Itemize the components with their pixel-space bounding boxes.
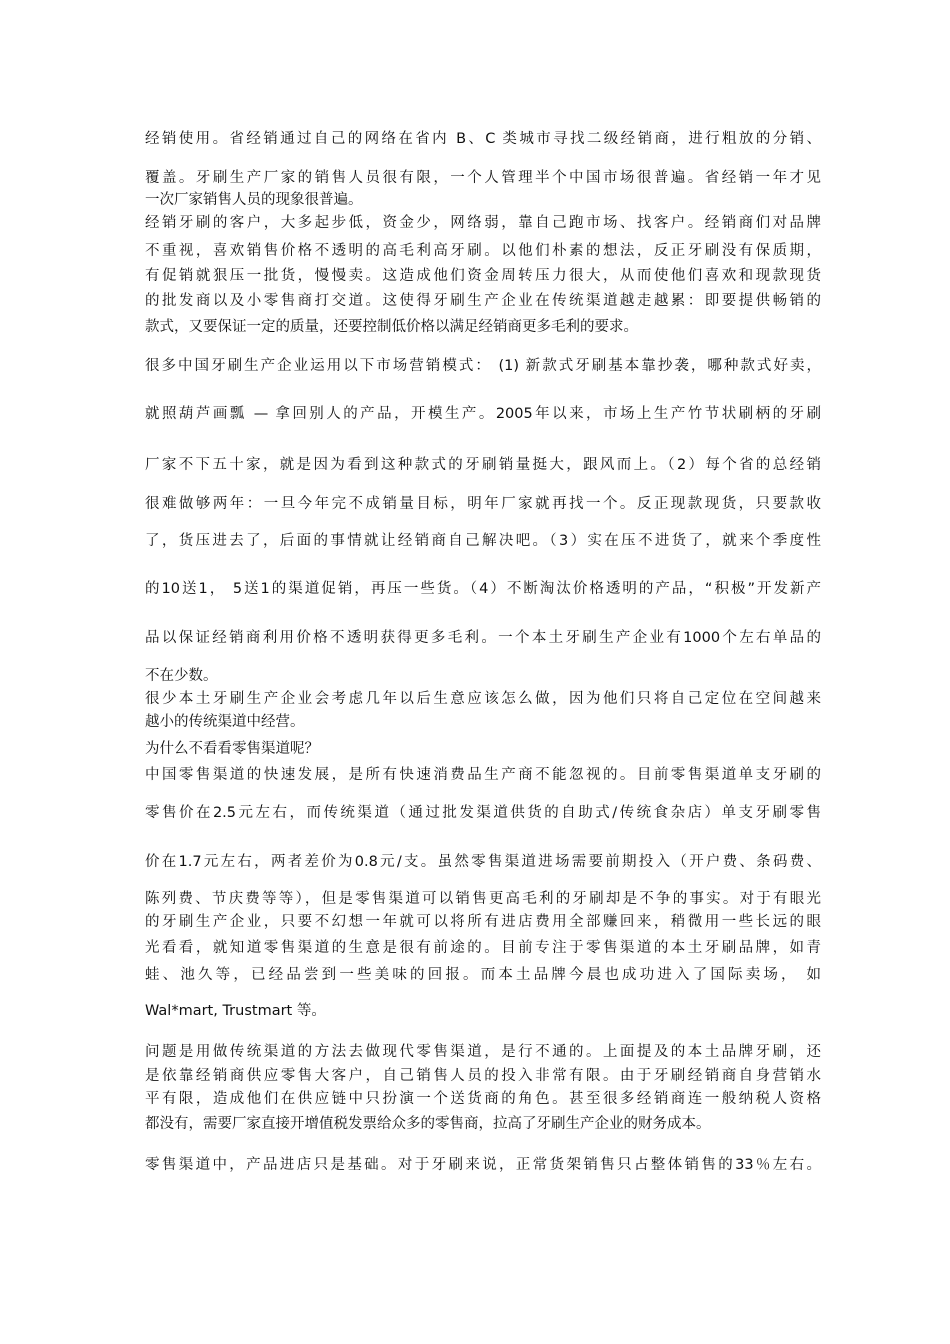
text-line: Wal*mart, Trustmart 等。 — [145, 1003, 326, 1019]
text-line: 经销牙刷的客户，大多起步低，资金少，网络弱，靠自己跑市场、找客户。经销商们对品牌 — [145, 215, 821, 231]
text-line: 越小的传统渠道中经营。 — [145, 714, 305, 730]
text-line: 零售渠道中，产品进店只是基础。对于牙刷来说，正常货架销售只占整体销售的33％左右。 — [145, 1157, 821, 1173]
text-line: 不重视，喜欢销售价格不透明的高毛利高牙刷。以他们朴素的想法，反正牙刷没有保质期， — [145, 243, 821, 259]
text-line: 是依靠经销商供应零售大客户，自己销售人员的投入非常有限。由于牙刷经销商自身营销水 — [145, 1068, 821, 1084]
text-line: 就照葫芦画瓢 — 拿回别人的产品，开模生产。2005年以来，市场上生产竹节状刷柄的牙刷 — [145, 406, 821, 422]
text-line: 平有限，造成他们在供应链中只扮演一个送货商的角色。甚至很多经销商连一般纳税人资格 — [145, 1091, 821, 1107]
text-line: 为什么不看看零售渠道呢？ — [145, 741, 319, 757]
text-line: 都没有，需要厂家直接开增值税发票给众多的零售商，拉高了牙刷生产企业的财务成本。 — [145, 1116, 711, 1132]
text-line: 很少本土牙刷生产企业会考虑几年以后生意应该怎么做，因为他们只将自己定位在空间越来 — [145, 691, 821, 707]
text-line: 一次厂家销售人员的现象很普遍。 — [145, 192, 363, 208]
text-line: 很多中国牙刷生产企业运用以下市场营销模式： (1) 新款式牙刷基本靠抄袭，哪种款式好卖， — [145, 358, 821, 374]
text-line: 很难做够两年：一旦今年完不成销量目标，明年厂家就再找一个。反正现款现货，只要款收 — [145, 496, 821, 512]
text-line: 品以保证经销商利用价格不透明获得更多毛利。一个本土牙刷生产企业有1000个左右单品的 — [145, 630, 821, 646]
text-line: 价在1.7元左右，两者差价为0.8元/支。虽然零售渠道进场需要前期投入（开户费、条码费、 — [145, 854, 821, 870]
text-line: 了，货压进去了，后面的事情就让经销商自己解决吧。（3）实在压不进货了，就来个季度性 — [145, 533, 821, 549]
text-line: 不在少数。 — [145, 668, 218, 684]
text-line: 零售价在2.5元左右，而传统渠道（通过批发渠道供货的自助式/传统食杂店）单支牙刷零售 — [145, 805, 821, 821]
text-line: 的牙刷生产企业，只要不幻想一年就可以将所有进店费用全部赚回来，稍微用一些长远的眼 — [145, 914, 821, 930]
text-line: 光看看，就知道零售渠道的生意是很有前途的。目前专注于零售渠道的本土牙刷品牌，如青 — [145, 940, 821, 956]
text-line: 陈列费、节庆费等等），但是零售渠道可以销售更高毛利的牙刷却是不争的事实。对于有眼光 — [145, 891, 821, 907]
text-line: 中国零售渠道的快速发展，是所有快速消费品生产商不能忽视的。目前零售渠道单支牙刷的 — [145, 767, 821, 783]
text-line: 款式，又要保证一定的质量，还要控制低价格以满足经销商更多毛利的要求。 — [145, 319, 638, 335]
text-line: 问题是用做传统渠道的方法去做现代零售渠道，是行不通的。上面提及的本土品牌牙刷，还 — [145, 1044, 821, 1060]
text-line: 蛙、池久等，已经品尝到一些美味的回报。而本土品牌今晨也成功进入了国际卖场， 如 — [145, 967, 821, 983]
text-line: 经销使用。省经销通过自己的网络在省内 B、C 类城市寻找二级经销商，进行粗放的分销、 — [145, 131, 821, 147]
text-line: 的10送1， 5送1的渠道促销，再压一些货。（4）不断淘汰价格透明的产品，“积极”开发新产 — [145, 581, 821, 597]
text-line: 厂家不下五十家，就是因为看到这种款式的牙刷销量挺大，跟风而上。（2）每个省的总经销 — [145, 457, 821, 473]
text-line: 覆盖。牙刷生产厂家的销售人员很有限，一个人管理半个中国市场很普遍。省经销一年才见 — [145, 170, 821, 186]
text-line: 有促销就狠压一批货，慢慢卖。这造成他们资金周转压力很大，从而使他们喜欢和现款现货 — [145, 268, 821, 284]
text-line: 的批发商以及小零售商打交道。这使得牙刷生产企业在传统渠道越走越累：即要提供畅销的 — [145, 293, 821, 309]
